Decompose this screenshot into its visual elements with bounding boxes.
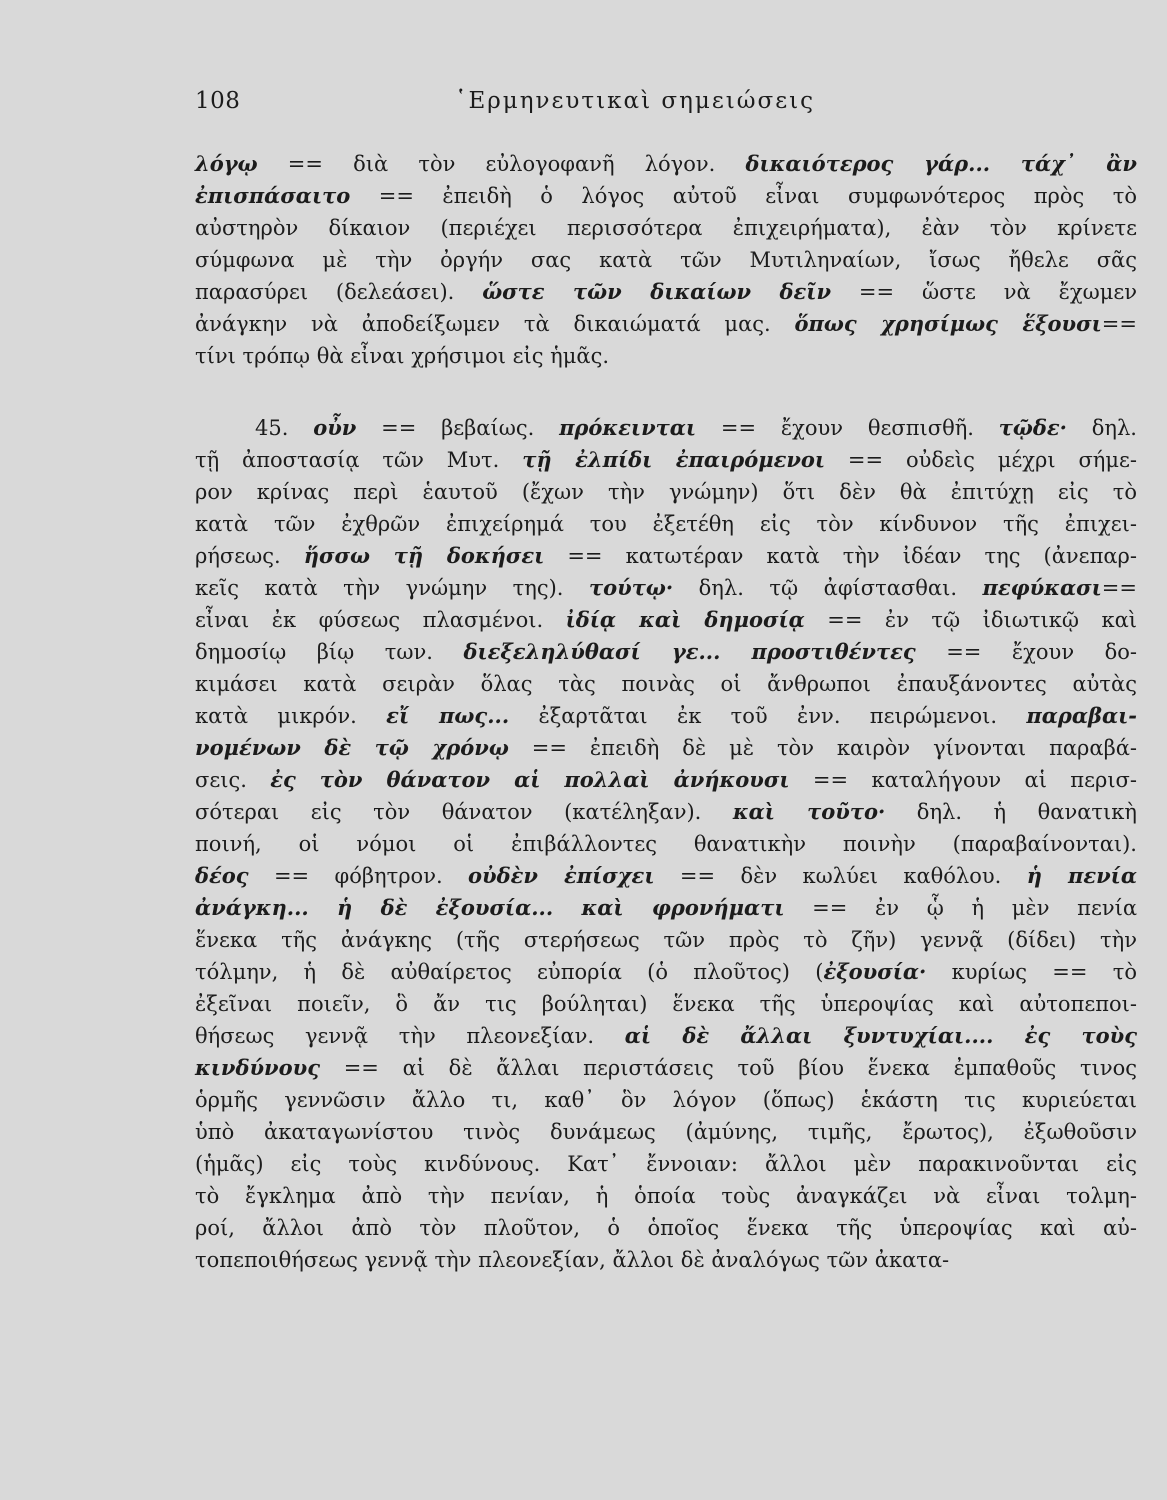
lemma-keyword: διεξεληλύθασί γε... προστιθέντες (463, 639, 916, 664)
lemma-keyword: καὶ τοῦτο· (732, 799, 886, 824)
gloss-text: εἶναι ἐκ φύσεως πλασμένοι. (195, 608, 566, 632)
running-title: ῾Ερμηνευτικαὶ σημειώσεις (455, 88, 816, 114)
text-line (195, 1244, 1137, 1276)
lemma-keyword: ὥστε τῶν δικαίων δεῖν (482, 279, 832, 304)
gloss-text: κιμάσει κατὰ σειρὰν ὅλας τὰς ποινὰς οἱ ἄνθρωποι ἐπαυξάνοντες αὐτὰς (195, 672, 1137, 696)
lemma-keyword: εἴ πως... (386, 703, 510, 728)
text-line (195, 212, 1137, 244)
lemma-keyword: ἰδίᾳ καὶ δημοσίᾳ (565, 607, 805, 632)
gloss-text: δηλ. τῷ ἀφίστασθαι. (673, 576, 983, 600)
lemma-keyword: τούτῳ· (588, 575, 674, 600)
gloss-text: == ἐπειδὴ δὲ μὲ τὸν καιρὸν γίνονται παραβά- (508, 736, 1137, 760)
text-line (195, 476, 1137, 508)
lemma-keyword: οὖν (313, 415, 357, 440)
gloss-text: ἐξεῖναι ποιεῖν, ὃ ἄν τις βούληται) ἕνεκα τῆς ὑπεροψίας καὶ αὐτοπεποι- (195, 992, 1137, 1016)
lemma-keyword: οὐδὲν ἐπίσχει (468, 863, 655, 888)
lemma-keyword: ἀνάγκη... ἡ δὲ ἐξουσία... καὶ φρονήματι (195, 895, 785, 920)
gloss-text: σεις. (195, 768, 271, 792)
gloss-text: ρήσεως. (195, 544, 304, 568)
gloss-text: θήσεως γεννᾷ τὴν πλεονεξίαν. (195, 1024, 625, 1048)
lemma-keyword: πεφύκασι (982, 575, 1102, 600)
text-line (195, 1148, 1137, 1180)
gloss-text: τοπεποιθήσεως γεννᾷ τὴν πλεονεξίαν, ἄλλοι δὲ ἀναλόγως τῶν ἀκατα- (195, 1248, 950, 1272)
text-line (195, 308, 1137, 340)
gloss-text: ὁρμῆς γεννῶσιν ἄλλο τι, καθ᾽ ὃν λόγον (ὅπως) ἑκάστη τις κυριεύεται (195, 1088, 1137, 1112)
text-line (195, 732, 1137, 764)
gloss-text: ἕνεκα τῆς ἀνάγκης (τῆς στερήσεως τῶν πρὸς τὸ ζῆν) γεννᾷ (δίδει) τὴν (195, 928, 1137, 952)
lemma-keyword: τῷδε· (998, 415, 1067, 440)
paragraph-gap (195, 372, 1137, 412)
gloss-text: τόλμην, ἡ δὲ αὐθαίρετος εὐπορία (ὁ πλοῦτος) ( (195, 960, 824, 984)
lemma-keyword: κινδύνους (195, 1055, 320, 1080)
gloss-text: ὑπὸ ἀκαταγωνίστου τινὸς δυνάμεως (ἀμύνης, τιμῆς, ἔρωτος), ἐξωθοῦσιν (195, 1120, 1137, 1144)
text-line (195, 1116, 1137, 1148)
gloss-text: == διὰ τὸν εὐλογοφανῆ λόγον. (257, 152, 746, 176)
lemma-keyword: ἐπισπάσαιτο (195, 183, 351, 208)
gloss-text: == ἐν ᾧ ἡ μὲν πενία (784, 896, 1138, 920)
gloss-text: τῇ ἀποστασίᾳ τῶν Μυτ. (195, 448, 523, 472)
lemma-keyword: νομένων δὲ τῷ χρόνῳ (195, 735, 509, 760)
gloss-text: == ὥστε νὰ ἔχωμεν (831, 280, 1137, 304)
text-line (195, 412, 1137, 444)
text-line (195, 508, 1137, 540)
text-line (195, 636, 1137, 668)
text-line (195, 892, 1137, 924)
gloss-text: == ἔχουν δο- (915, 640, 1137, 664)
text-line (195, 1084, 1137, 1116)
text-line (195, 924, 1137, 956)
gloss-text: == καταλήγουν αἱ περισ- (789, 768, 1137, 792)
lemma-keyword: ἡ πενία (1026, 863, 1137, 888)
text-line (195, 244, 1137, 276)
commentary-text (195, 148, 1137, 1276)
gloss-text: σύμφωνα μὲ τὴν ὀργήν σας κατὰ τῶν Μυτιληναίων, ἴσως ἤθελε σᾶς (195, 248, 1137, 272)
gloss-text: τὸ ἔγκλημα ἀπὸ τὴν πενίαν, ἡ ὁποία τοὺς ἀναγκάζει νὰ εἶναι τολμη- (195, 1184, 1137, 1208)
lemma-keyword: λόγῳ (195, 151, 258, 176)
text-line (195, 828, 1137, 860)
lemma-keyword: δέος (195, 863, 249, 888)
lemma-keyword: ὅπως χρησίμως ἕξουσι (794, 311, 1102, 336)
text-line (195, 796, 1137, 828)
gloss-text: == (1101, 312, 1137, 336)
lemma-keyword: παραβαι- (1026, 703, 1137, 728)
text-line (195, 540, 1137, 572)
text-line (195, 956, 1137, 988)
gloss-text: == (1101, 576, 1137, 600)
text-line (195, 148, 1137, 180)
lemma-keyword: δικαιότερος γάρ... τάχ᾽ ἂν (745, 151, 1137, 176)
gloss-text: (ἡμᾶς) εἰς τοὺς κινδύνους. Κατ᾽ ἔννοιαν: ἄλλοι μὲν παρακινοῦνται εἰς (195, 1152, 1137, 1176)
gloss-text: == κατωτέραν κατὰ τὴν ἰδέαν της (ἀνεπαρ- (544, 544, 1137, 568)
text-line (195, 860, 1137, 892)
text-line (195, 604, 1137, 636)
gloss-text: ἀνάγκην νὰ ἀποδείξωμεν τὰ δικαιώματά μας. (195, 312, 795, 336)
gloss-text: 45. (255, 416, 314, 440)
gloss-text: == ἐν τῷ ἰδιωτικῷ καὶ (804, 608, 1137, 632)
gloss-text: δηλ. (1066, 416, 1137, 440)
gloss-text: παρασύρει (δελεάσει). (195, 280, 483, 304)
gloss-text: δημοσίῳ βίῳ των. (195, 640, 464, 664)
text-line (195, 572, 1137, 604)
gloss-text: ρον κρίνας περὶ ἑαυτοῦ (ἔχων τὴν γνώμην) ὅτι δὲν θὰ ἐπιτύχῃ εἰς τὸ (195, 480, 1137, 504)
text-line (195, 180, 1137, 212)
gloss-text: == φόβητρον. (248, 864, 469, 888)
lemma-keyword: πρόκεινται (559, 415, 697, 440)
text-line (195, 1180, 1137, 1212)
lemma-keyword: τῇ ἐλπίδι ἐπαιρόμενοι (522, 447, 826, 472)
lemma-keyword: ἐς τὸν θάνατον αἱ πολλαὶ ἀνήκουσι (270, 767, 790, 792)
gloss-text: τίνι τρόπῳ θὰ εἶναι χρήσιμοι εἰς ἡμᾶς. (195, 344, 610, 368)
gloss-text: κεῖς κατὰ τὴν γνώμην της). (195, 576, 589, 600)
text-line (195, 700, 1137, 732)
text-line (195, 668, 1137, 700)
gloss-text: σότεραι εἰς τὸν θάνατον (κατέληξαν). (195, 800, 733, 824)
lemma-keyword: ἐξουσία· (823, 959, 927, 984)
gloss-text: == αἱ δὲ ἄλλαι περιστάσεις τοῦ βίου ἕνεκα ἐμπαθοῦς τινος (320, 1056, 1137, 1080)
gloss-text: κατὰ τῶν ἐχθρῶν ἐπιχείρημά του ἐξετέθη εἰς τὸν κίνδυνον τῆς ἐπιχει- (195, 512, 1137, 536)
text-line (195, 276, 1137, 308)
text-line (195, 988, 1137, 1020)
gloss-text: == ἔχουν θεσπισθῆ. (696, 416, 999, 440)
gloss-text: κατὰ μικρόν. (195, 704, 387, 728)
lemma-keyword: ἥσσω τῇ δοκήσει (303, 543, 545, 568)
gloss-text: == δὲν κωλύει καθόλου. (654, 864, 1027, 888)
text-line (195, 764, 1137, 796)
text-line (195, 1052, 1137, 1084)
gloss-text: κυρίως == τὸ (926, 960, 1137, 984)
lemma-keyword: αἱ δὲ ἄλλαι ξυντυχίαι.... ἐς τοὺς (624, 1023, 1138, 1048)
gloss-text: == οὐδεὶς μέχρι σήμε- (825, 448, 1137, 472)
gloss-text: ποινή, οἱ νόμοι οἱ ἐπιβάλλοντες θανατικὴν ποινὴν (παραβαίνονται). (195, 832, 1137, 856)
paragraph-2 (195, 412, 1137, 1276)
gloss-text: δηλ. ἡ θανατικὴ (885, 800, 1137, 824)
text-line (195, 1212, 1137, 1244)
gloss-text: αὐστηρὸν δίκαιον (περιέχει περισσότερα ἐπιχειρήματα), ἐὰν τὸν κρίνετε (195, 216, 1137, 240)
gloss-text: == ἐπειδὴ ὁ λόγος αὐτοῦ εἶναι συμφωνότερος πρὸς τὸ (350, 184, 1137, 208)
paragraph-1 (195, 148, 1137, 372)
text-line (195, 340, 1137, 372)
gloss-text: == βεβαίως. (356, 416, 560, 440)
text-line (195, 1020, 1137, 1052)
gloss-text: ροί, ἄλλοι ἀπὸ τὸν πλοῦτον, ὁ ὁποῖος ἕνεκα τῆς ὑπεροψίας καὶ αὐ- (195, 1216, 1137, 1240)
gloss-text: ἐξαρτᾶται ἐκ τοῦ ἐνν. πειρώμενοι. (509, 704, 1027, 728)
text-line (195, 444, 1137, 476)
page-number: 108 (195, 88, 241, 114)
